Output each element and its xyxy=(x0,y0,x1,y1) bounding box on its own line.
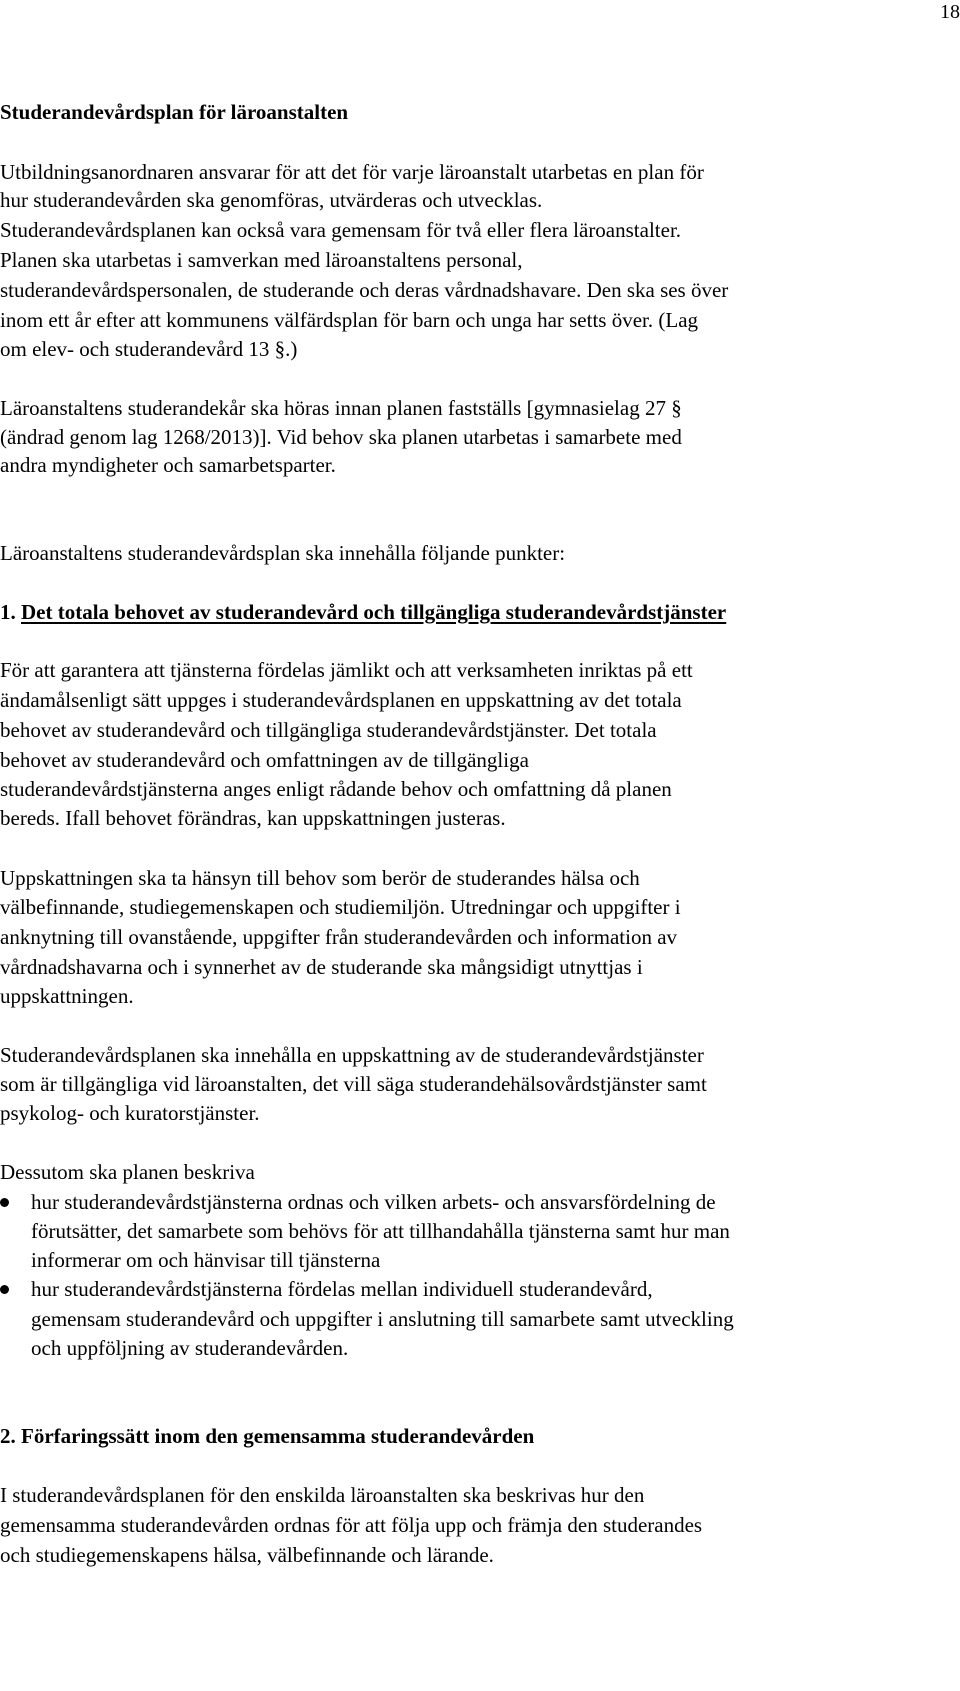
text-line: hur studerandevårdstjänsterna fördelas mellan individuell studerandevård, xyxy=(31,1277,653,1301)
text-line: uppskattningen. xyxy=(0,984,134,1008)
text-line: För att garantera att tjänsterna fördelas jämlikt och att verksamheten inriktas på ett xyxy=(0,658,693,682)
paragraph-3: Läroanstaltens studerandevårdsplan ska innehålla följande punkter: xyxy=(0,541,566,565)
section-2-heading: 2. Förfaringssätt inom den gemensamma studerandevården xyxy=(0,1424,535,1448)
page-number: 18 xyxy=(940,1,960,23)
text-line: hur studerandevårdstjänsterna ordnas och vilken arbets- och ansvarsfördelning de xyxy=(31,1190,716,1214)
text-line: anknytning till ovanstående, uppgifter från studerandevården och information av xyxy=(0,925,678,949)
text-line: gemensam studerandevård och uppgifter i anslutning till samarbete samt utveckling xyxy=(31,1307,734,1331)
text-line: om elev- och studerandevård 13 §.) xyxy=(0,337,298,361)
text-line: och studiegemenskapens hälsa, välbefinnande och lärande. xyxy=(0,1543,494,1567)
text-line: behovet av studerandevård och tillgängliga studerandevårdstjänster. Det totala xyxy=(0,718,657,742)
text-line: psykolog- och kuratorstjänster. xyxy=(0,1101,260,1125)
text-line: vårdnadshavarna och i synnerhet av de studerande ska mångsidigt utnyttjas i xyxy=(0,955,643,979)
text-line: som är tillgängliga vid läroanstalten, det vill säga studerandehälsovårdstjänster samt xyxy=(0,1072,707,1096)
text-line: och uppföljning av studerandevården. xyxy=(31,1336,349,1360)
text-line: gemensamma studerandevården ordnas för att följa upp och främja den studerandes xyxy=(0,1513,703,1537)
text-line: (ändrad genom lag 1268/2013)]. Vid behov ska planen utarbetas i samarbete med xyxy=(0,425,682,449)
bullet-icon xyxy=(0,1198,9,1207)
section-1-heading xyxy=(0,598,726,626)
paragraph-7: Dessutom ska planen beskriva xyxy=(0,1160,255,1184)
text-line: I studerandevårdsplanen för den enskilda läroanstalten ska beskrivas hur den xyxy=(0,1483,645,1507)
text-line: Studerandevårdsplanen ska innehålla en uppskattning av de studerandevårdstjänster xyxy=(0,1043,704,1067)
text-line: Studerandevårdsplanen kan också vara gemensam för två eller flera läroanstalter. xyxy=(0,218,682,242)
text-line: ändamålsenligt sätt uppges i studerandevårdsplanen en uppskattning av det totala xyxy=(0,688,682,712)
text-line: inom ett år efter att kommunens välfärdsplan för barn och unga har setts över. (Lag xyxy=(0,308,699,332)
text-line: studerandevårdspersonalen, de studerande och deras vårdnadshavare. Den ska ses över xyxy=(0,278,729,302)
text-line: studerandevårdstjänsterna anges enligt rådande behov och omfattning då planen xyxy=(0,777,672,801)
text-line: bereds. Ifall behovet förändras, kan uppskattningen justeras. xyxy=(0,806,506,830)
heading-main: Studerandevårdsplan för läroanstalten xyxy=(0,100,349,124)
text-line: förutsätter, det samarbete som behövs för att tillhandahålla tjänsterna samt hur man xyxy=(31,1219,730,1243)
text-line: Läroanstaltens studerandekår ska höras innan planen fastställs [gymnasielag 27 § xyxy=(0,396,682,420)
text-line: hur studerandevården ska genomföras, utvärderas och utvecklas. xyxy=(0,188,543,212)
text-line: Planen ska utarbetas i samverkan med läroanstaltens personal, xyxy=(0,248,523,272)
text-line: Uppskattningen ska ta hänsyn till behov som berör de studerandes hälsa och xyxy=(0,866,640,890)
bullet-icon xyxy=(0,1285,9,1294)
text-line: informerar om och hänvisar till tjänsterna xyxy=(31,1248,381,1272)
text-line: Utbildningsanordnaren ansvarar för att det för varje läroanstalt utarbetas en plan för xyxy=(0,160,704,184)
text-line: välbefinnande, studiegemenskapen och studiemiljön. Utredningar och uppgifter i xyxy=(0,895,681,919)
text-line: andra myndigheter och samarbetsparter. xyxy=(0,453,336,477)
text-line: behovet av studerandevård och omfattningen av de tillgängliga xyxy=(0,748,529,772)
section-1-title: Det totala behovet av studerandevård och tillgängliga studerandevårdstjänster xyxy=(21,600,727,624)
section-1-number: 1. xyxy=(0,600,16,624)
